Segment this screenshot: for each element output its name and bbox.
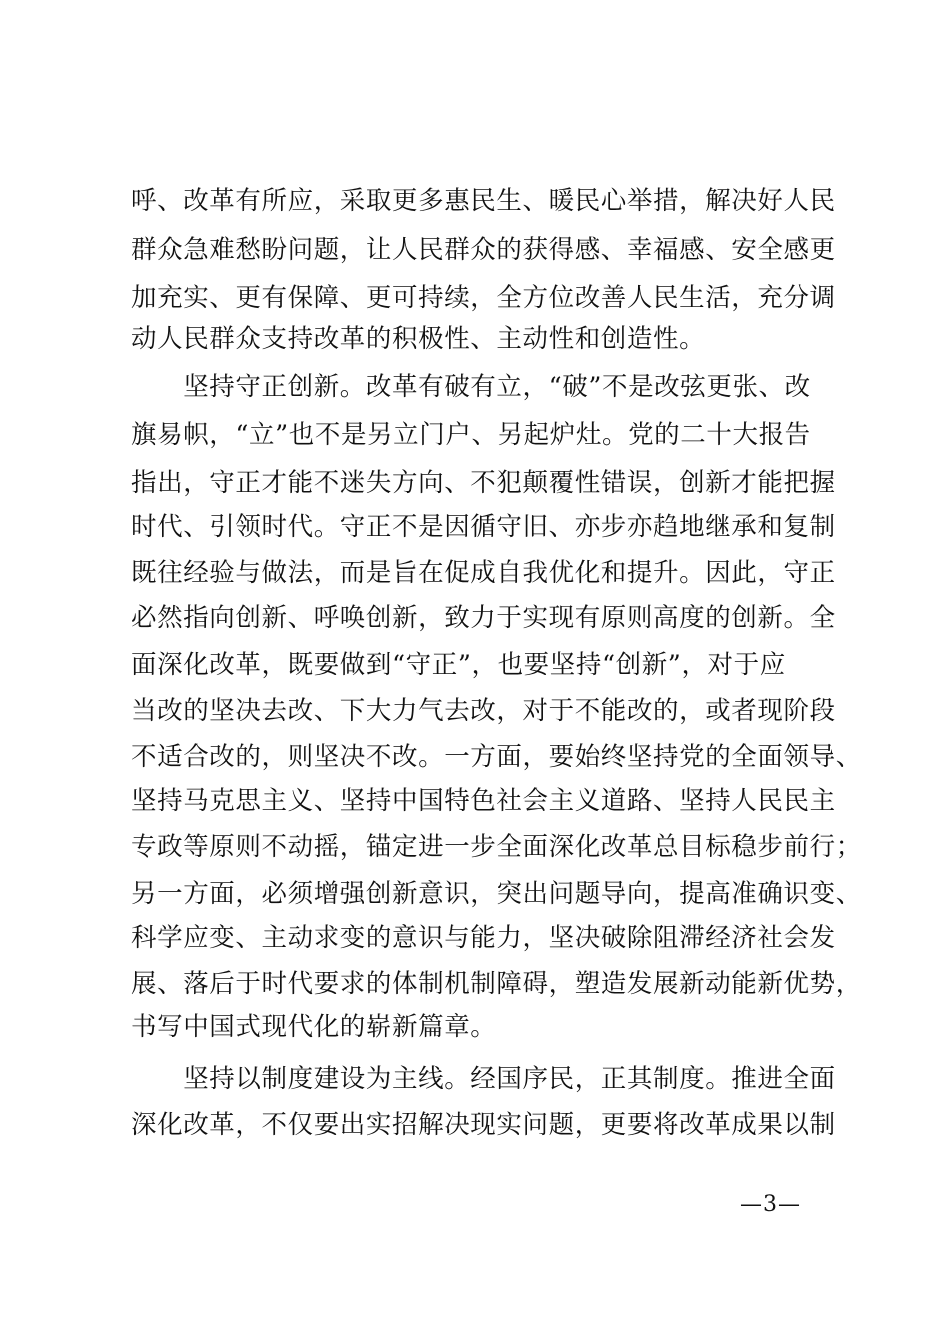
text-line: 展、落后于时代要求的体制机制障碍，塑造发展新动能新优势， [131,969,862,999]
text-line: 坚持马克思主义、坚持中国特色社会主义道路、坚持人民民主 [131,786,836,816]
paragraph-start-line: 坚持以制度建设为主线。经国序民，正其制度。推进全面 [131,1064,836,1094]
text-line: 动人民群众支持改革的积极性、主动性和创造性。 [131,324,706,354]
text-line: 不适合改的，则坚决不改。一方面，要始终坚持党的全面领导、 [131,742,862,772]
text-line: 科学应变、主动求变的意识与能力，坚决破除阻滞经济社会发 [131,923,836,953]
text-line: 当改的坚决去改、下大力气去改，对于不能改的，或者现阶段 [131,696,836,726]
text-line: 面深化改革，既要做到“守正”，也要坚持“创新”，对于应 [131,650,786,680]
paragraph-start-line: 坚持守正创新。改革有破有立，“破”不是改弦更张、改 [131,372,811,402]
page-number: —3— [740,1192,801,1217]
text-line: 深化改革，不仅要出实招解决现实问题，更要将改革成果以制 [131,1110,836,1140]
text-line: 群众急难愁盼问题，让人民群众的获得感、幸福感、安全感更 [131,235,836,265]
text-line: 既往经验与做法，而是旨在促成自我优化和提升。因此，守正 [131,558,836,588]
text-line: 必然指向创新、呼唤创新，致力于实现有原则高度的创新。全 [131,603,836,633]
text-line: 专政等原则不动摇，锚定进一步全面深化改革总目标稳步前行； [131,832,862,862]
text-line: 时代、引领时代。守正不是因循守旧、亦步亦趋地继承和复制 [131,512,836,542]
text-line: 另一方面，必须增强创新意识，突出问题导向，提高准确识变、 [131,879,862,909]
text-line: 指出，守正才能不迷失方向、不犯颠覆性错误，创新才能把握 [131,468,836,498]
text-line: 书写中国式现代化的崭新篇章。 [131,1012,497,1042]
text-line: 呼、改革有所应，采取更多惠民生、暖民心举措，解决好人民 [131,186,836,216]
text-line: 旗易帜，“立”也不是另立门户、另起炉灶。党的二十大报告 [131,420,811,450]
text-line: 加充实、更有保障、更可持续，全方位改善人民生活，充分调 [131,283,836,313]
